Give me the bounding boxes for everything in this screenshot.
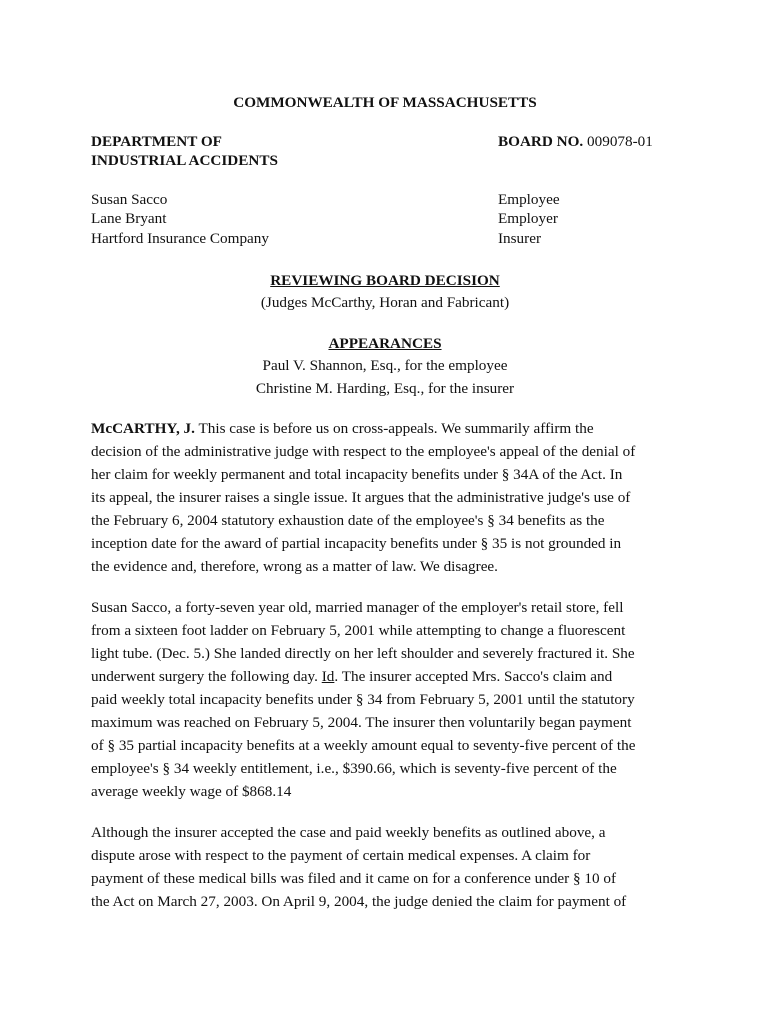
appearance-line: Paul V. Shannon, Esq., for the employee: [262, 357, 508, 374]
paragraph-line: the February 6, 2004 statutory exhaustion date of the employee's § 34 benefits as the: [91, 512, 605, 529]
paragraph-line: Susan Sacco, a forty-seven year old, married manager of the employer's retail store, fell: [91, 599, 624, 616]
appearance-line: Christine M. Harding, Esq., for the insurer: [255, 380, 515, 397]
board-number: 009078-01: [587, 133, 653, 150]
paragraph-line: [91, 419, 594, 439]
party-role: Employer: [498, 210, 558, 227]
appearances-title: [0, 335, 770, 353]
paragraph-line: the evidence and, therefore, wrong as a matter of law. We disagree.: [91, 558, 498, 575]
party-role: Employee: [498, 191, 560, 208]
citation-id: Id: [321, 668, 335, 685]
paragraph-line: dispute arose with respect to the payment of certain medical expenses. A claim for: [91, 847, 591, 864]
department-line-2: INDUSTRIAL ACCIDENTS: [91, 152, 278, 169]
author-name: McCARTHY, J.: [91, 420, 195, 437]
paragraph-line: [91, 667, 612, 687]
paragraph-line: the Act on March 27, 2003. On April 9, 2004, the judge denied the claim for payment of: [91, 893, 627, 910]
paragraph-line: of § 35 partial incapacity benefits at a weekly amount equal to seventy-five percent of the: [91, 737, 636, 754]
paragraph-text: underwent surgery the following day.: [91, 668, 322, 685]
paragraph-text: . The insurer accepted Mrs. Sacco's claim and: [334, 668, 613, 685]
paragraph-line: her claim for weekly permanent and total incapacity benefits under § 34A of the Act. In: [91, 466, 623, 483]
paragraph-line: payment of these medical bills was filed and it came on for a conference under § 10 of: [91, 870, 617, 887]
board-label: BOARD NO.: [498, 133, 584, 150]
paragraph-line: paid weekly total incapacity benefits under § 34 from February 5, 2001 until the statutory: [91, 691, 635, 708]
paragraph-line: inception date for the award of partial incapacity benefits under § 35 is not grounded in: [91, 535, 622, 552]
appearances-title-text: APPEARANCES: [328, 335, 442, 352]
party-role: Insurer: [498, 230, 542, 247]
party-name: Susan Sacco: [91, 191, 168, 208]
decision-judges: (Judges McCarthy, Horan and Fabricant): [260, 294, 510, 311]
party-name: Lane Bryant: [91, 210, 167, 227]
decision-title-text: REVIEWING BOARD DECISION: [270, 272, 500, 289]
paragraph-text: This case is before us on cross-appeals. We summarily affirm the: [194, 420, 594, 437]
party-name: Hartford Insurance Company: [91, 230, 269, 247]
paragraph-line: light tube. (Dec. 5.) She landed directly on her left shoulder and severely fractured it. She: [91, 645, 635, 662]
paragraph-line: maximum was reached on February 5, 2004. The insurer then voluntarily began payment: [91, 714, 632, 731]
decision-title: [0, 272, 770, 290]
paragraph-line: its appeal, the insurer raises a single issue. It argues that the administrative judge's use of: [91, 489, 631, 506]
paragraph-line: decision of the administrative judge with respect to the employee's appeal of the denial of: [91, 443, 636, 460]
paragraph-line: from a sixteen foot ladder on February 5, 2001 while attempting to change a fluorescent: [91, 622, 626, 639]
board-number-block: [498, 133, 653, 151]
paragraph-line: average weekly wage of $868.14: [91, 783, 292, 800]
commonwealth-heading: COMMONWEALTH OF MASSACHUSETTS: [233, 94, 537, 111]
paragraph-line: employee's § 34 weekly entitlement, i.e., $390.66, which is seventy-five percent of the: [91, 760, 617, 777]
department-line-1: DEPARTMENT OF: [91, 133, 222, 150]
paragraph-line: Although the insurer accepted the case and paid weekly benefits as outlined above, a: [91, 824, 606, 841]
